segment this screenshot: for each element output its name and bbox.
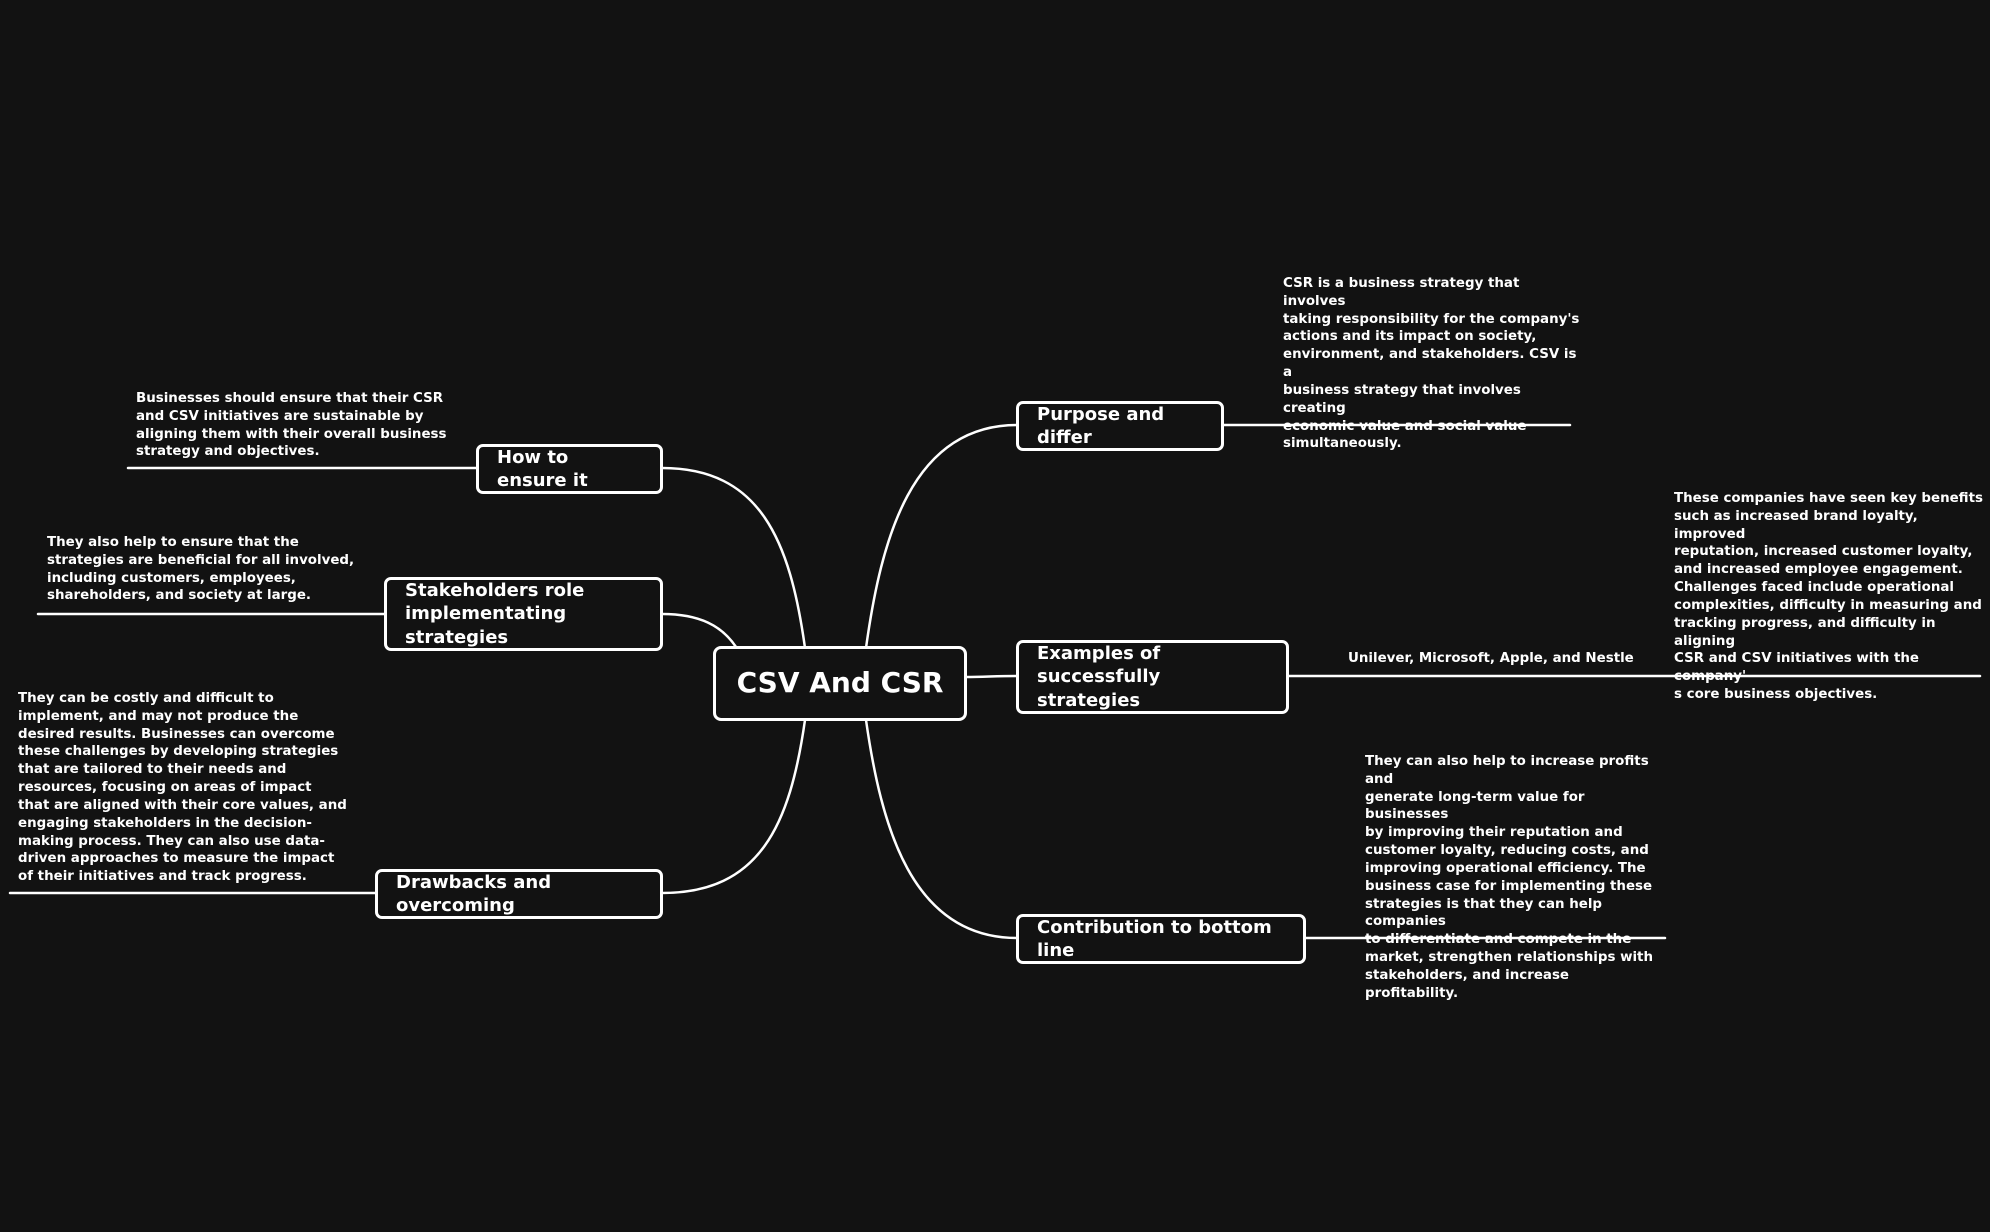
topic-drawbacks-and-overcoming[interactable] <box>375 869 663 919</box>
topic-how-to-ensure-it[interactable] <box>476 444 663 494</box>
connector-purpose <box>866 425 1017 648</box>
topic-examples-label: Examples of successfully strategies <box>1037 642 1161 711</box>
topic-ensure-label: How to ensure it <box>497 446 588 491</box>
topic-contribution-to-bottom-line[interactable] <box>1016 914 1306 964</box>
topic-stakeholders-role[interactable] <box>384 577 663 651</box>
topic-purpose-label: Purpose and differ <box>1037 403 1165 448</box>
connector-drawbacks <box>662 720 805 893</box>
central-topic-label: CSV And CSR <box>736 666 944 700</box>
connector-stakeholders <box>662 614 736 647</box>
note-examples-benefits: These companies have seen key benefits such as increased brand loyalty, improved reputation, increased customer loyalty, and increased employee engagement. Challenges faced include operational complexities, difficulty in measuring and tracking progress, and difficulty in aligning CSR and CSV initiatives with the company' s core business objectives. <box>1674 491 1983 703</box>
note-drawbacks: They can be costly and difficult to implement, and may not produce the desired results. Businesses can overcome these challenges by developing strategies that are tailored to their needs and resources, focusing on areas of impact that are aligned with their core values, and engaging stakeholders in the decision- making process. They can also use data- driven approaches to measure the impact of their initiatives and track progress. <box>18 691 347 885</box>
note-stakeholders: They also help to ensure that the strategies are beneficial for all involved, including customers, employees, shareholders, and society at large. <box>47 535 355 604</box>
connector-contribution <box>866 720 1017 938</box>
note-contribution: They can also help to increase profits and generate long-term value for businesses by improving their reputation and customer loyalty, reducing costs, and improving operational efficiency. The business case for implementing these strategies is that they can help companies to differentiate and compete in the market, strengthen relationships with stakeholders, and increase profitability. <box>1365 754 1653 1001</box>
connector-examples <box>966 676 1017 677</box>
note-examples-companies: Unilever, Microsoft, Apple, and Nestle <box>1348 651 1634 666</box>
note-purpose: CSR is a business strategy that involves taking responsibility for the company's actions and its impact on society, environment, and stakeholders. CSV is a business strategy that involves creating economic value and social value simultaneously. <box>1283 276 1580 452</box>
note-ensure: Businesses should ensure that their CSR and CSV initiatives are sustainable by aligning them with their overall business strategy and objectives. <box>136 391 447 460</box>
topic-stakeholders-label: Stakeholders role implementating strategies <box>405 579 585 648</box>
topic-purpose-and-differ[interactable] <box>1016 401 1224 451</box>
topic-examples-of-successfully-strategies[interactable] <box>1016 640 1289 714</box>
central-topic[interactable] <box>713 646 967 721</box>
topic-contribution-label: Contribution to bottom line <box>1037 916 1272 961</box>
topic-drawbacks-label: Drawbacks and overcoming <box>396 871 552 916</box>
connector-ensure <box>662 468 805 648</box>
